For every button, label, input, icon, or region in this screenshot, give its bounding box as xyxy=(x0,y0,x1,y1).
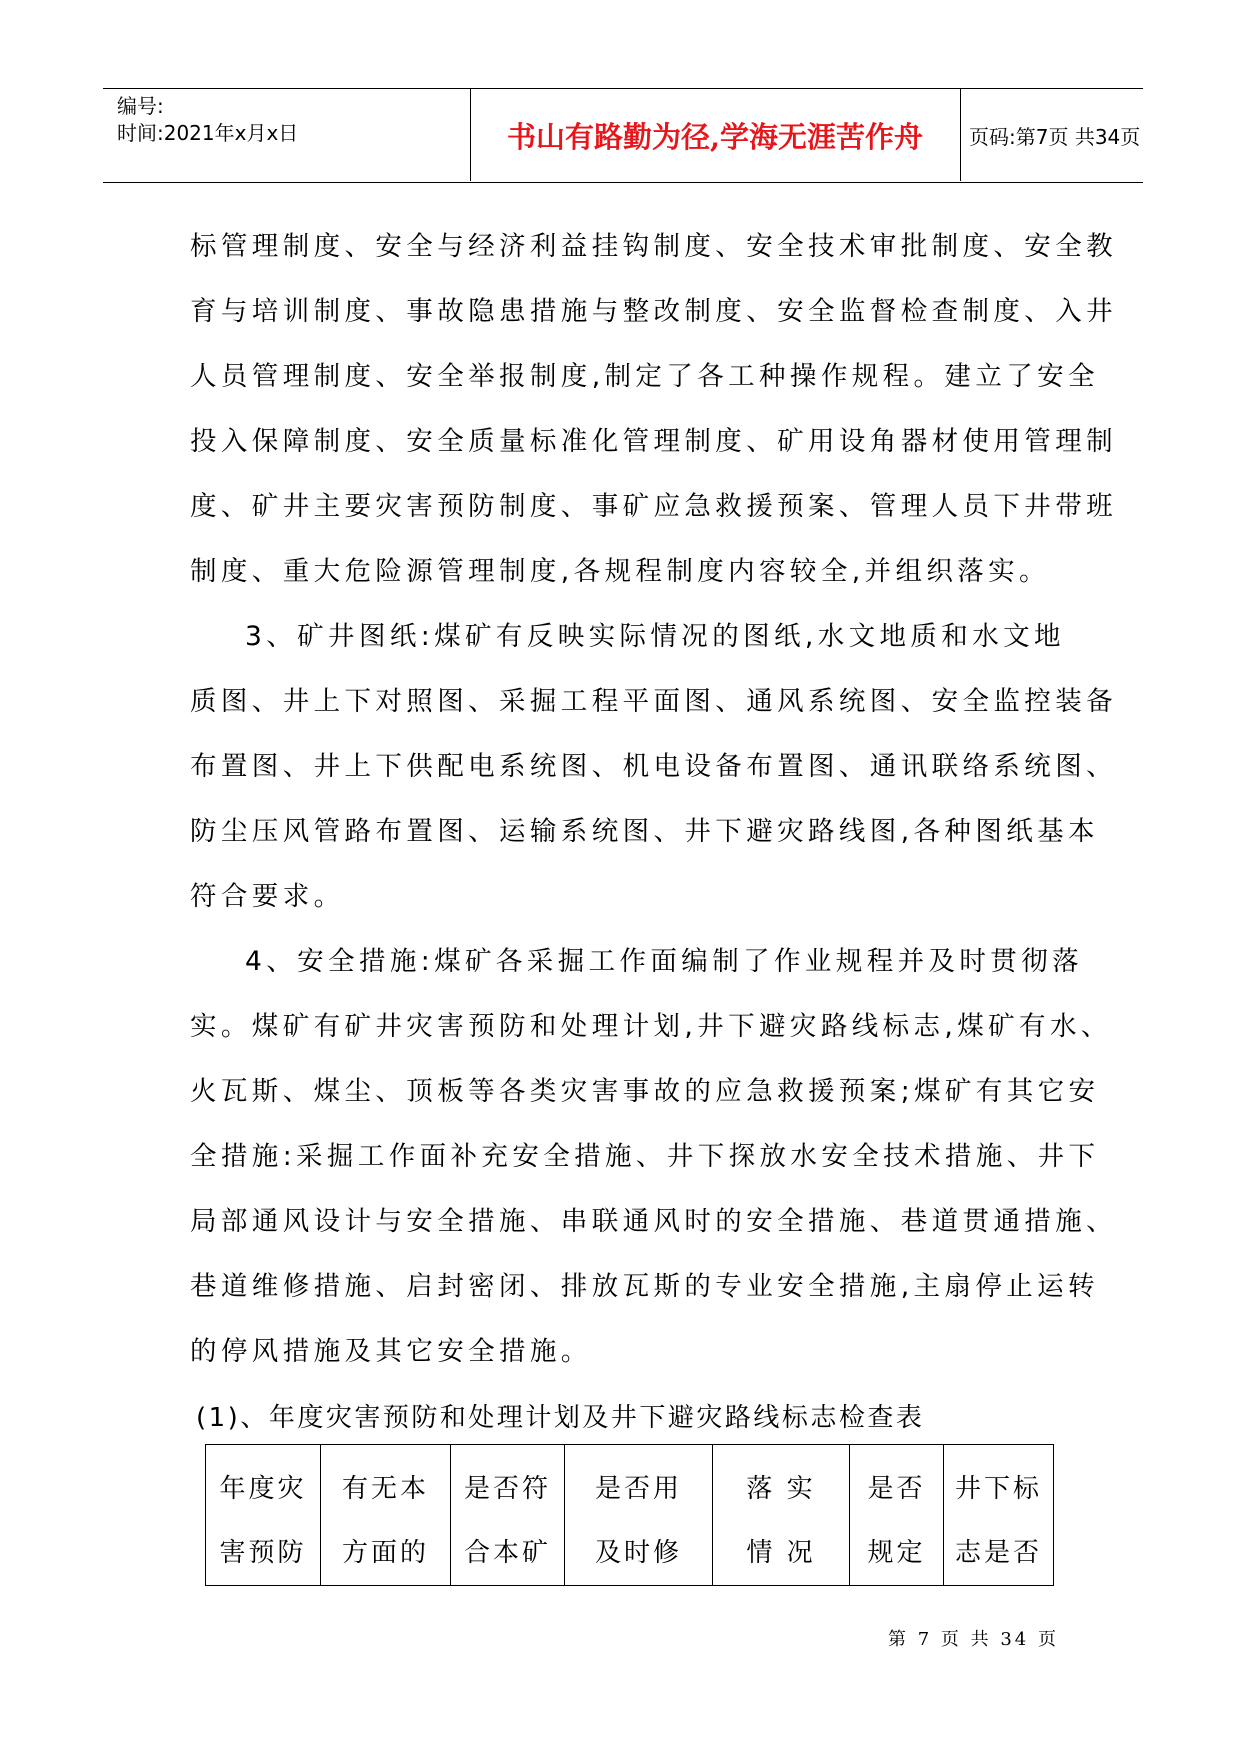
table-header-cell xyxy=(321,1445,451,1586)
body-line: 的停风措施及其它安全措施。 xyxy=(190,1336,592,1367)
body-line: 局部通风设计与安全措施、串联通风时的安全措施、巷道贯通措施、 xyxy=(190,1206,1117,1237)
header-meta xyxy=(117,93,469,181)
body-line: 制度、重大危险源管理制度,各规程制度内容较全,并组织落实。 xyxy=(190,556,1050,587)
header-cell-line: 规定 xyxy=(867,1538,926,1568)
body-line: 人员管理制度、安全举报制度,制定了各工种操作规程。建立了安全 xyxy=(190,361,1099,392)
document-body xyxy=(190,214,1117,1384)
table-header-row xyxy=(206,1445,1054,1586)
body-line: 布置图、井上下供配电系统图、机电设备布置图、通讯联络系统图、 xyxy=(190,751,1117,782)
header-cell-line: 情 况 xyxy=(746,1538,816,1568)
table-caption: (1)、年度灾害预防和处理计划及井下避灾路线标志检查表 xyxy=(196,1403,925,1433)
serial-number-label: 编号: xyxy=(117,94,164,118)
page-header xyxy=(103,88,1143,183)
page-footer: 第 7 页 共 34 页 xyxy=(888,1629,1059,1650)
body-line: 防尘压风管路布置图、运输系统图、井下避灾路线图,各种图纸基本 xyxy=(190,816,1099,847)
header-divider-right xyxy=(960,89,961,181)
header-cell-line: 及时修 xyxy=(594,1538,682,1568)
body-line: 质图、井上下对照图、采掘工程平面图、通风系统图、安全监控装备 xyxy=(190,686,1117,717)
table-header-cell xyxy=(944,1445,1054,1586)
header-cell-line: 井下标 xyxy=(954,1474,1042,1504)
header-cell-line: 年度灾 xyxy=(219,1474,307,1504)
body-line: 3、矿井图纸:煤矿有反映实际情况的图纸,水文地质和水文地 xyxy=(245,621,1065,652)
header-cell-line: 落 实 xyxy=(746,1474,816,1504)
table-header-cell xyxy=(850,1445,944,1586)
header-cell-line: 是否符 xyxy=(463,1474,551,1504)
body-line: 火瓦斯、煤尘、顶板等各类灾害事故的应急救援预案;煤矿有其它安 xyxy=(190,1076,1100,1107)
body-line: 全措施:采掘工作面补充安全措施、井下探放水安全技术措施、井下 xyxy=(190,1141,1100,1172)
body-line: 投入保障制度、安全质量标准化管理制度、矿用设角器材使用管理制 xyxy=(190,426,1117,457)
header-cell-line: 是否用 xyxy=(594,1474,682,1504)
header-cell-line: 志是否 xyxy=(954,1538,1042,1568)
time-label: 时间:2021年x月x日 xyxy=(117,121,299,145)
header-cell-line: 害预防 xyxy=(219,1538,307,1568)
body-line: 符合要求。 xyxy=(190,881,345,912)
header-page-label: 页码:第7页 共34页 xyxy=(969,124,1141,149)
header-cell-line: 合本矿 xyxy=(463,1538,551,1568)
header-cell-line: 是否 xyxy=(867,1474,926,1504)
table-header-cell xyxy=(713,1445,850,1586)
body-line: 育与培训制度、事故隐患措施与整改制度、安全监督检查制度、入井 xyxy=(190,296,1117,327)
header-cell-line: 方面的 xyxy=(341,1538,429,1568)
header-motto: 书山有路勤为径,学海无涯苦作舟 xyxy=(506,119,924,154)
body-line: 度、矿井主要灾害预防制度、事矿应急救援预案、管理人员下井带班 xyxy=(190,491,1117,522)
table-header-cell xyxy=(206,1445,321,1586)
body-line: 4、安全措施:煤矿各采掘工作面编制了作业规程并及时贯彻落 xyxy=(245,946,1083,977)
body-line: 标管理制度、安全与经济利益挂钩制度、安全技术审批制度、安全教 xyxy=(190,231,1117,262)
inspection-table xyxy=(205,1444,1054,1586)
body-line: 实。煤矿有矿井灾害预防和处理计划,井下避灾路线标志,煤矿有水、 xyxy=(190,1011,1112,1042)
table-header-cell xyxy=(565,1445,713,1586)
header-cell-line: 有无本 xyxy=(341,1474,429,1504)
table-header-cell xyxy=(451,1445,565,1586)
body-line: 巷道维修措施、启封密闭、排放瓦斯的专业安全措施,主扇停止运转 xyxy=(190,1271,1099,1302)
